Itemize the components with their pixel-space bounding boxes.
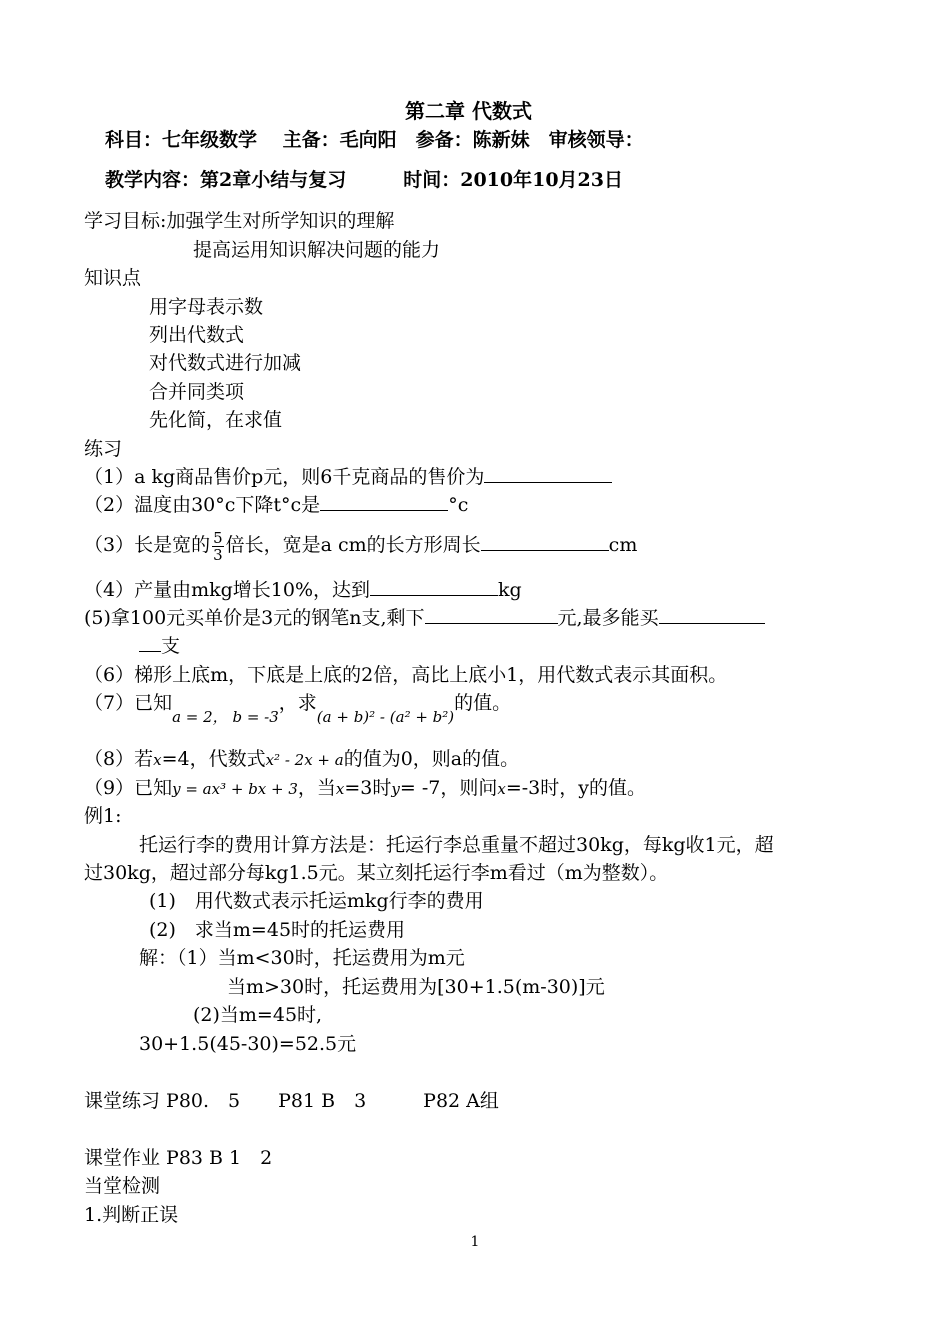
q5-text-2: 元,最多能买	[557, 607, 659, 629]
solution-line-4: 30+1.5(45-30)=52.5元	[139, 1033, 357, 1055]
practice-q9	[84, 775, 646, 802]
solution-line-2: 当m>30时，托运费用为[30+1.5(m-30)]元	[227, 976, 605, 998]
q7-math-given: a = 2， b = -3	[172, 708, 279, 726]
q9-text-5: =-3时，y的值。	[505, 777, 646, 799]
q1-text: （1）a kg商品售价p元，则6千克商品的售价为	[84, 466, 485, 488]
q3-text: （3）长是宽的	[84, 534, 211, 556]
practice-q4	[84, 577, 522, 603]
practice-q8	[84, 746, 519, 773]
q9-text: （9）已知	[84, 777, 173, 799]
q5-text: (5)拿100元买单价是3元的钢笔n支,剩下	[84, 607, 425, 629]
solution-line-3: (2)当m=45时,	[193, 1004, 323, 1026]
objectives-label: 学习目标:加强学生对所学知识的理解	[84, 210, 395, 232]
practice-q5-cont	[139, 633, 180, 659]
classwork-line: 课堂练习 P80. 5 P81 B 3 P82 A组	[84, 1090, 499, 1112]
answer-blank	[659, 605, 765, 624]
q8-math-x: x	[153, 751, 162, 769]
answer-blank	[425, 605, 558, 624]
q3-unit: cm	[608, 534, 638, 556]
chapter-title: 第二章 代数式	[405, 99, 532, 123]
fraction-numerator: 5	[213, 528, 223, 547]
q2-unit: °c	[448, 494, 469, 516]
practice-q7	[84, 690, 512, 726]
knowledge-item: 对代数式进行加减	[149, 352, 302, 374]
example-text-1: 托运行李的费用计算方法是：托运行李总重量不超过30kg，每kg收1元，超	[139, 834, 774, 856]
q9-math-x: x	[335, 780, 345, 798]
q7-math-expression: (a + b)² - (a² + b²)	[316, 708, 455, 726]
solution-line-1: 解：（1）当m<30时，托运费用为m元	[139, 947, 465, 969]
practice-q3	[84, 528, 637, 563]
example-label: 例1:	[84, 805, 122, 827]
knowledge-item: 用字母表示数	[149, 296, 264, 318]
q7-text: （7）已知	[84, 692, 173, 714]
q8-text: （8）若	[84, 748, 154, 770]
page-number: 1	[470, 1234, 480, 1250]
practice-q6: （6）梯形上底m，下底是上底的2倍，高比上底小1，用代数式表示其面积。	[84, 664, 728, 686]
answer-blank	[139, 633, 161, 652]
q7-text-3: 的值。	[454, 692, 512, 714]
answer-blank	[320, 492, 448, 511]
fraction-denominator: 3	[213, 545, 223, 564]
q9-text-3: =3时	[344, 777, 392, 799]
knowledge-label: 知识点	[84, 267, 142, 289]
content-line: 教学内容：第2章小结与复习 时间：2010年10月23日	[105, 169, 623, 191]
q4-text: （4）产量由mkg增长10%，达到	[84, 579, 371, 601]
q9-math-x2: x	[497, 780, 506, 798]
q8-math-expression: x² - 2x + a	[265, 751, 344, 769]
answer-blank	[370, 577, 498, 596]
q8-text-2: =4，代数式	[161, 748, 266, 770]
answer-blank	[484, 464, 612, 483]
test-label: 当堂检测	[84, 1175, 161, 1197]
knowledge-item: 合并同类项	[149, 381, 245, 403]
q4-unit: kg	[498, 579, 522, 601]
q9-math-y: y	[391, 780, 400, 798]
q3-text-2: 倍长，宽是a cm的长方形周长	[225, 534, 481, 556]
homework-line: 课堂作业 P83 B 1 2	[84, 1147, 273, 1169]
test-item-1: 1.判断正误	[84, 1204, 179, 1226]
practice-q1	[84, 464, 612, 490]
q2-text: （2）温度由30°c下降t°c是	[84, 494, 321, 516]
practice-q5	[84, 605, 765, 631]
q5-unit: 支	[161, 635, 181, 657]
fraction-five-thirds	[212, 530, 224, 563]
objectives-line2: 提高运用知识解决问题的能力	[193, 239, 441, 261]
q8-text-3: 的值为0，则a的值。	[343, 748, 520, 770]
q9-text-2: ，当	[297, 777, 336, 799]
knowledge-item: 列出代数式	[149, 324, 245, 346]
q9-math-function: y = ax³ + bx + 3	[172, 780, 298, 798]
practice-label: 练习	[84, 438, 123, 460]
knowledge-item: 先化简，在求值	[149, 409, 283, 431]
q7-text-2: ，求	[278, 692, 317, 714]
practice-q2	[84, 492, 468, 518]
answer-blank	[481, 532, 609, 551]
example-sub-2: (2) 求当m=45时的托运费用	[149, 919, 406, 941]
meta-line: 科目：七年级数学 主备：毛向阳 参备：陈新妹 审核领导：	[105, 129, 644, 151]
q9-text-4: = -7，则问	[399, 777, 498, 799]
example-sub-1: (1) 用代数式表示托运mkg行李的费用	[149, 890, 484, 912]
example-text-2: 过30kg，超过部分每kg1.5元。某立刻托运行李m看过（m为整数）。	[84, 862, 669, 884]
